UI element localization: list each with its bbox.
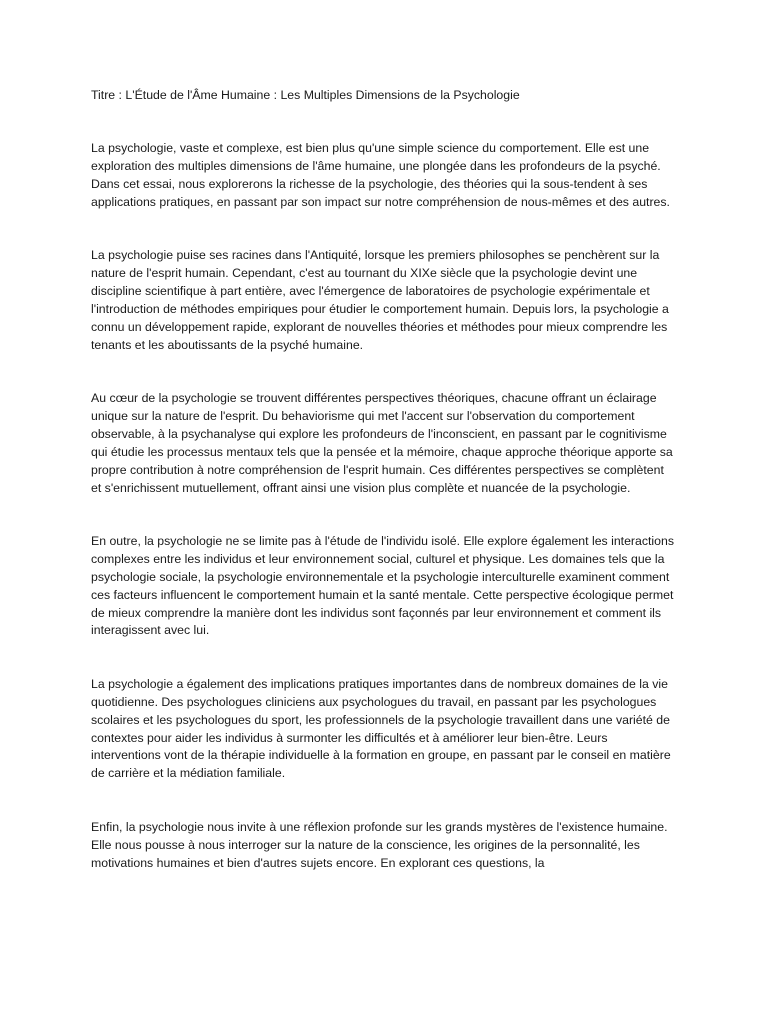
paragraph-4: En outre, la psychologie ne se limite pas à l'étude de l'individu isolé. Elle explore également les interactions complexes entre les individus et leur environnement social, culturel et physique. Les domaines tels que la psychologie sociale, la psychologie environnementale et la psychologie interculturelle examinent comment ces facteurs influencent le comportement humain et la santé mentale. Cette perspective écologique permet de mieux comprendre la manière dont les individus sont façonnés par leur environnement et comment ils interagissent avec lui. xyxy=(91,533,674,638)
paragraph-2: La psychologie puise ses racines dans l'Antiquité, lorsque les premiers philosophes se penchèrent sur la nature de l'esprit humain. Cependant, c'est au tournant du XIXe siècle que la psychologie devint une discipline scientifique à part entière, avec l'émergence de laboratoires de psychologie expérimentale et l'introduction de méthodes empiriques pour étudier le comportement humain. Depuis lors, la psychologie a connu un développement rapide, explorant de nouvelles théories et méthodes pour mieux comprendre les tenants et les aboutissants de la psyché humaine. xyxy=(91,248,669,352)
paragraph-6: Enfin, la psychologie nous invite à une réflexion profonde sur les grands mystères de l'existence humaine. Elle nous pousse à nous interroger sur la nature de la conscience, les origines de la personnalité, les motivations humaines et bien d'autres sujets encore. En explorant ces questions, la xyxy=(91,819,668,870)
paragraph-1: La psychologie, vaste et complexe, est bien plus qu'une simple science du comportement. Elle est une exploration des multiples dimensions de l'âme humaine, une plongée dans les profondeurs de la psyché. Dans cet essai, nous explorerons la richesse de la psychologie, des théories qui la sous-tendent à ses applications pratiques, en passant par son impact sur notre compréhension de nous-mêmes et des autres. xyxy=(91,140,670,209)
document-body xyxy=(91,87,677,908)
paragraph-3: Au cœur de la psychologie se trouvent différentes perspectives théoriques, chacune offrant un éclairage unique sur la nature de l'esprit. Du behaviorisme qui met l'accent sur l'observation du comportement observable, à la psychanalyse qui explore les profondeurs de l'inconscient, en passant par le cognitivisme qui étudie les processus mentaux tels que la pensée et la mémoire, chaque approche théorique apporte sa propre contribution à notre compréhension de l'esprit humain. Ces différentes perspectives se complètent et s'enrichissent mutuellement, offrant ainsi une vision plus complète et nuancée de la psychologie. xyxy=(91,390,673,495)
paragraph-5: La psychologie a également des implications pratiques importantes dans de nombreux domaines de la vie quotidienne. Des psychologues cliniciens aux psychologues du travail, en passant par les psychologues scolaires et les psychologues du sport, les professionnels de la psychologie travaillent dans une variété de contextes pour aider les individus à surmonter les difficultés et à améliorer leur bien-être. Leurs interventions vont de la thérapie individuelle à la formation en groupe, en passant par le conseil en matière de carrière et la médiation familiale. xyxy=(91,676,671,781)
document-title: Titre : L'Étude de l'Âme Humaine : Les Multiples Dimensions de la Psychologie xyxy=(91,88,520,102)
